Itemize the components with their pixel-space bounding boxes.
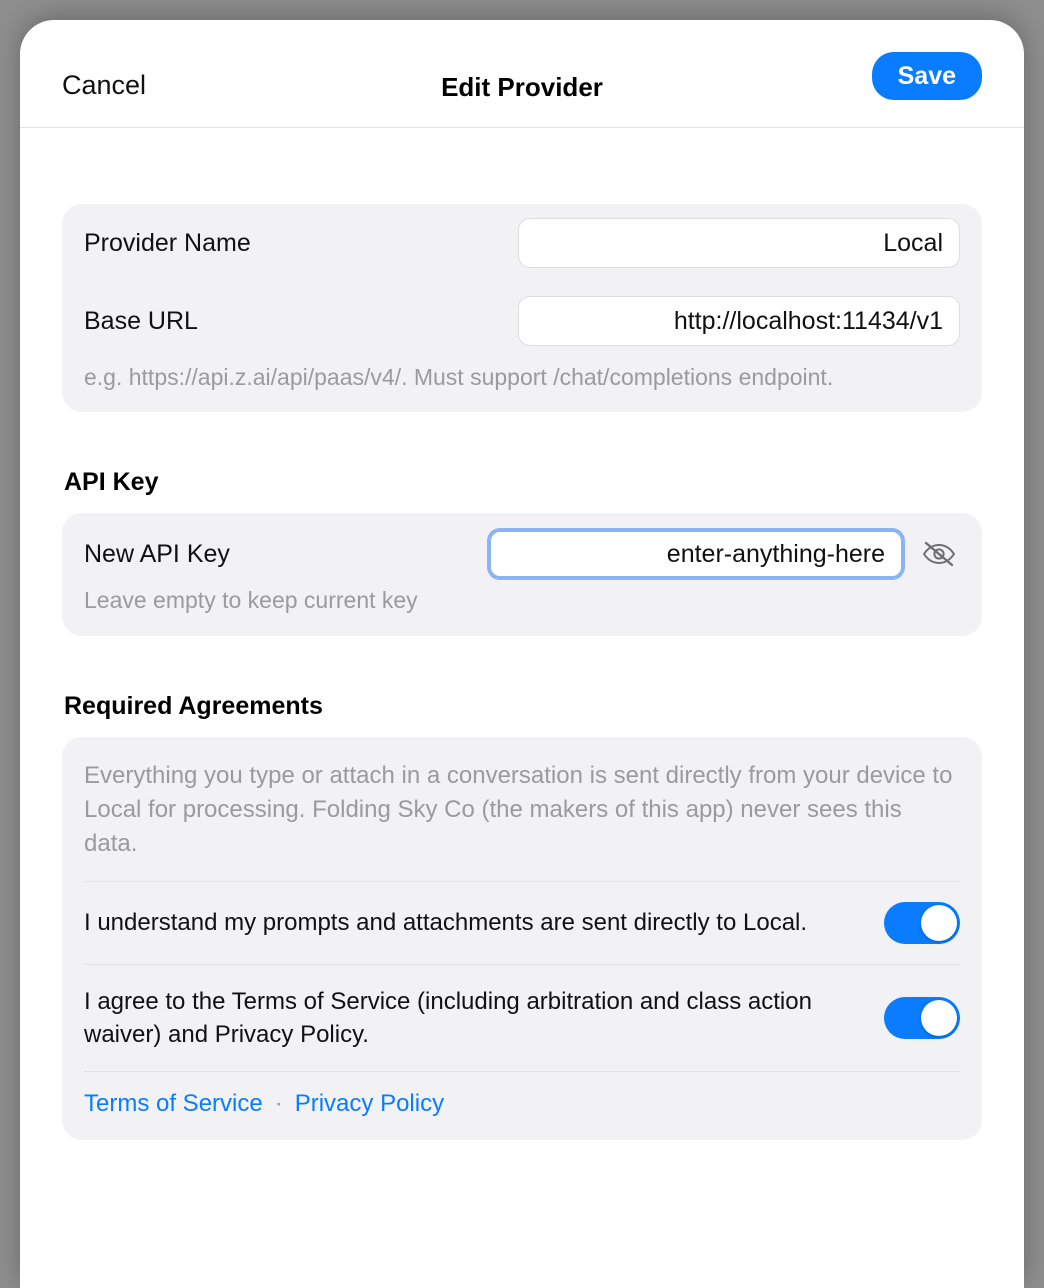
agreement-toggle-prompts[interactable] [884,902,960,944]
new-api-key-label: New API Key [84,539,230,568]
terms-of-service-link[interactable]: Terms of Service [84,1090,263,1118]
base-url-row [62,282,982,360]
agreement-row-prompts [62,882,982,964]
legal-links-row [62,1072,982,1140]
sheet-content [20,204,1024,1140]
agreement-label-prompts: I understand my prompts and attachments are sent directly to Local. [84,909,808,937]
cancel-button[interactable]: Cancel [62,70,147,100]
api-key-hint: Leave empty to keep current key [84,587,418,614]
agreement-label-terms: I agree to the Terms of Service (including arbitration and class action waiver) and Privacy Policy. [84,987,812,1049]
page-title: Edit Provider [441,72,603,102]
edit-provider-sheet [20,20,1024,1288]
new-api-key-input[interactable]: enter-anything-here [488,529,904,579]
provider-name-label: Provider Name [84,228,251,257]
link-separator: · [274,1090,283,1118]
toggle-knob [921,905,957,941]
sheet-navigation-bar [20,20,1024,128]
provider-details-card [62,204,982,412]
base-url-input[interactable]: http://localhost:11434/v1 [518,296,960,346]
agreements-section-title: Required Agreements [64,691,323,720]
privacy-policy-link[interactable]: Privacy Policy [294,1090,445,1118]
agreement-toggle-terms[interactable] [884,997,960,1039]
eye-slash-icon[interactable] [918,533,960,575]
agreements-card [62,737,982,1140]
provider-name-row [62,204,982,282]
api-key-card [62,513,982,635]
base-url-hint: e.g. https://api.z.ai/api/paas/v4/. Must support /chat/completions endpoint. [84,364,834,390]
agreements-description: Everything you type or attach in a conversation is sent directly from your device to Local for processing. Folding Sky Co (the makers of this app) never sees this data. [84,761,953,857]
new-api-key-row [62,513,982,583]
api-key-section-title: API Key [64,468,159,497]
agreement-row-terms [62,965,982,1071]
base-url-label: Base URL [84,306,198,335]
save-button[interactable]: Save [872,52,982,100]
toggle-knob [921,1000,957,1036]
provider-name-input[interactable]: Local [518,218,960,268]
